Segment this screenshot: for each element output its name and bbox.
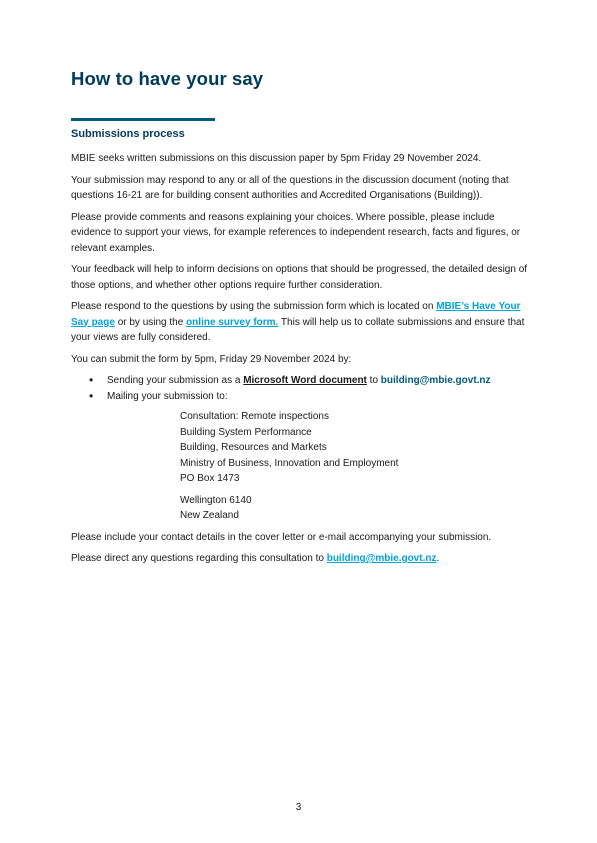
text-span: Please direct any questions regarding this consultation to	[71, 553, 327, 564]
paragraph-feedback: Your feedback will help to inform decisions on options that should be progressed, the detailed design of those options, and whether other options require further consideration.	[71, 264, 528, 291]
text-span: Mailing your submission to:	[107, 390, 228, 402]
address-line: Building System Performance	[180, 426, 312, 438]
paragraph-scope: Your submission may respond to any or all of the questions in the discussion document (noting that questions 16-21 are for building consent authorities and Accredited Organisations (Building)).	[71, 174, 509, 201]
address-line: New Zealand	[180, 510, 239, 521]
address-line: Consultation: Remote inspections	[180, 411, 329, 422]
page-number: 3	[295, 802, 302, 813]
list-item-email	[71, 373, 531, 389]
paragraph-comments: Please provide comments and reasons explaining your choices. Where possible, please include evidence to support your views, for example references to independent research, facts and figures, or relevant examples.	[71, 211, 521, 254]
email-text: building@mbie.govt.nz	[380, 375, 491, 386]
have-your-say-link[interactable]: MBIE’s Have Your Say page	[71, 301, 521, 328]
address-line: Ministry of Business, Innovation and Employment	[180, 457, 399, 469]
paragraph-deadline: MBIE seeks written submissions on this discussion paper by 5pm Friday 29 November 2024.	[71, 153, 482, 164]
paragraph-contact-details: Please include your contact details in the cover letter or e-mail accompanying your submission.	[71, 531, 492, 543]
paragraph-questions	[71, 551, 531, 567]
paragraph-submit-by: You can submit the form by 5pm, Friday 29 November 2024 by:	[71, 353, 352, 365]
text-span: or by using the	[114, 316, 187, 328]
text-span: Sending your submission as a	[107, 375, 244, 386]
text-span: to	[366, 375, 381, 386]
address-line: Building, Resources and Markets	[180, 442, 327, 453]
text-span: This will help us to collate submissions and ensure that your views are fully considered.	[71, 316, 525, 343]
email-link[interactable]: building@mbie.govt.nz	[326, 553, 437, 564]
text-span: .	[436, 553, 440, 564]
body-content	[71, 151, 531, 573]
postal-address	[180, 409, 531, 524]
heading-rule	[71, 118, 215, 121]
section-heading: Submissions process	[71, 128, 185, 140]
address-line: PO Box 1473	[180, 473, 240, 484]
submission-methods-list	[71, 373, 531, 524]
text-span: Please respond to the questions by using the submission form which is located on	[71, 301, 437, 312]
word-document-text: Microsoft Word document	[243, 375, 367, 386]
list-item-mail	[71, 389, 531, 524]
page-title: How to have your say	[71, 68, 264, 89]
address-line: Wellington 6140	[180, 494, 252, 506]
paragraph-how-to-respond	[71, 299, 531, 346]
online-survey-link[interactable]: online survey form.	[186, 316, 279, 328]
